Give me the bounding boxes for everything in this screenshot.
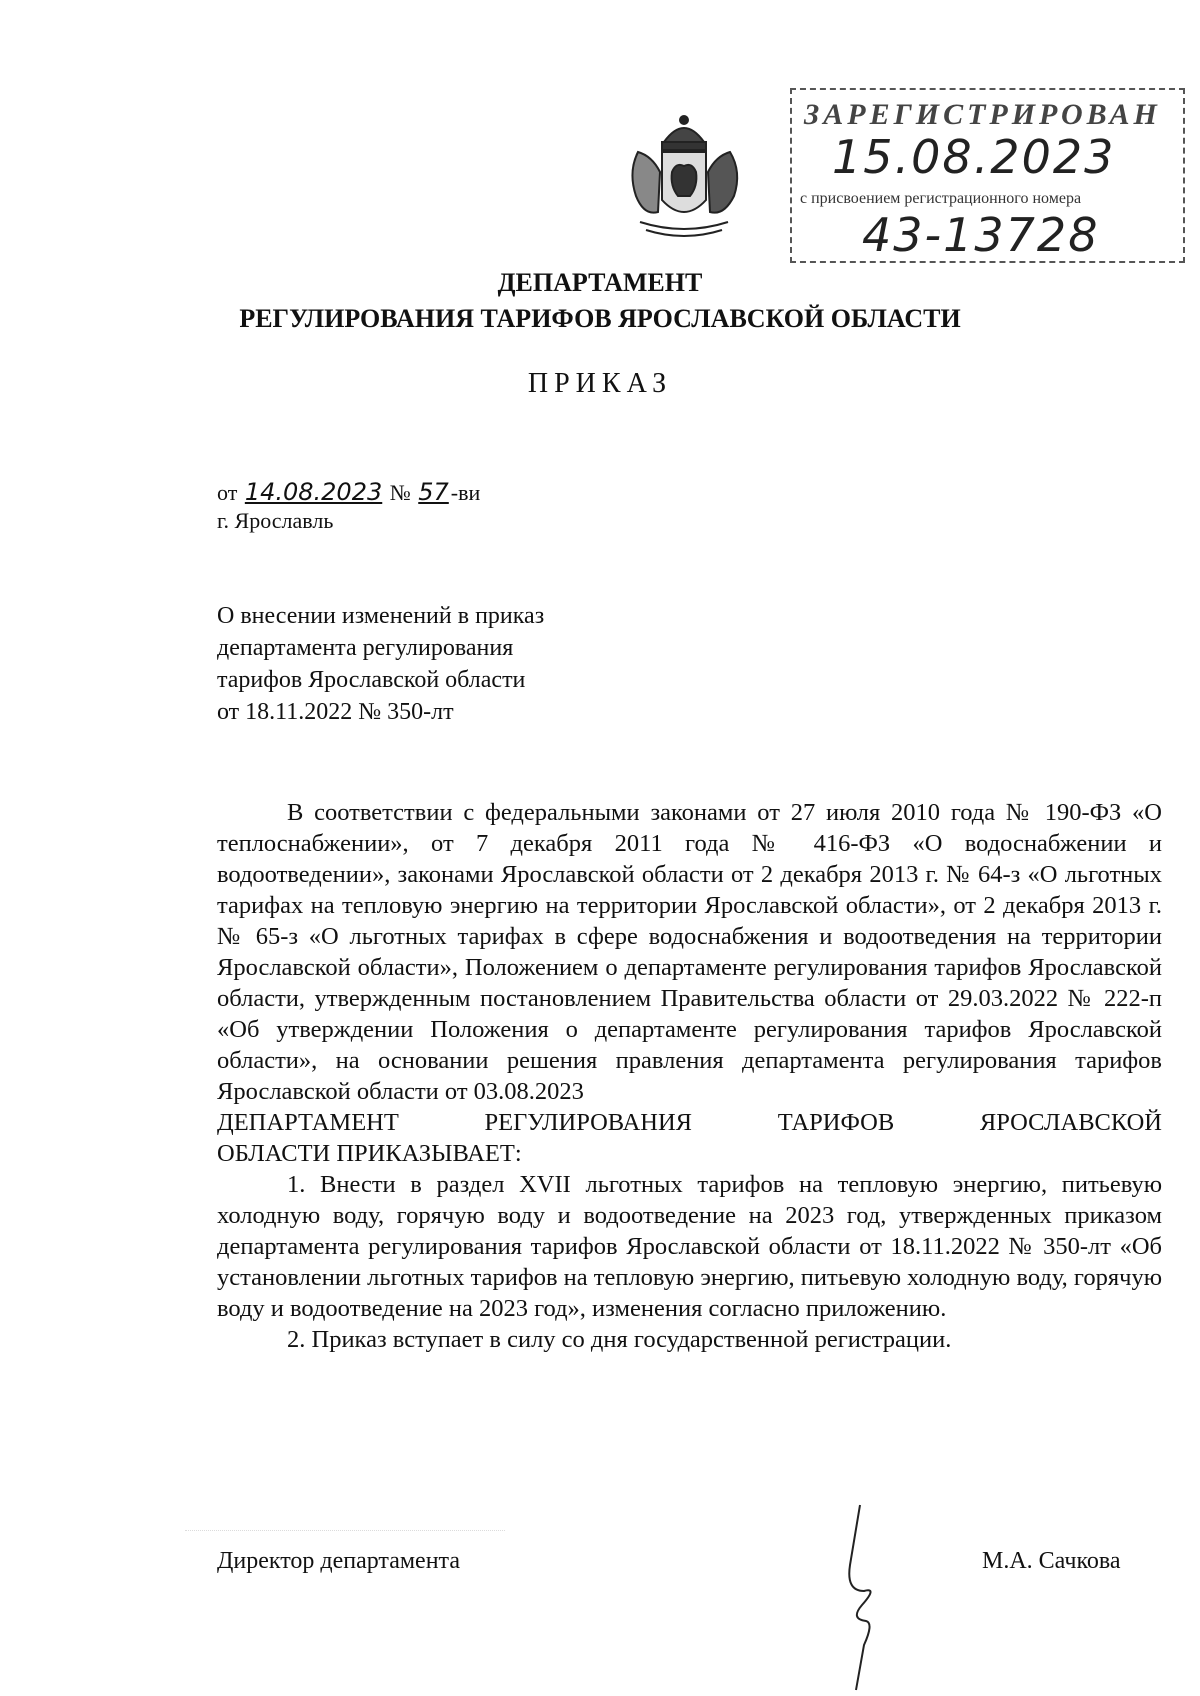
number-prefix: № xyxy=(389,480,411,505)
registration-stamp xyxy=(790,88,1185,263)
item-2-paragraph: 2. Приказ вступает в силу со дня государственной регистрации. xyxy=(287,1326,952,1353)
subject-line: тарифов Ярославской области xyxy=(217,667,526,693)
stamp-title: ЗАРЕГИСТРИРОВАН xyxy=(804,98,1161,131)
coat-of-arms-icon xyxy=(620,112,748,242)
document-type: ПРИКАЗ xyxy=(527,368,673,399)
signatory-name: М.А. Сачкова xyxy=(982,1548,1121,1574)
subject-line: департамента регулирования xyxy=(217,635,514,661)
stamp-date: 15.08.2023 xyxy=(832,130,1116,184)
item-1-paragraph: 1. Внести в раздел XVII льготных тарифов на тепловую энергию, питьевую холодную воду, горячую воду и водоотведение на 2023 год, утвержденных приказом департамента регулирования тарифов Ярославской области от 18.11.2022 № 350-лт «Об установлении льготных тарифов на тепловую энергию, питьевую холодную воду, горячую воду и водоотведение на 2023 год», изменения согласно приложению. xyxy=(217,1171,1162,1322)
directive-line-1: ДЕПАРТАМЕНТ РЕГУЛИРОВАНИЯ ТАРИФОВ ЯРОСЛАВСКОЙ xyxy=(217,1109,1162,1136)
document-body xyxy=(217,797,1162,1355)
number-suffix: -ви xyxy=(450,480,481,505)
header-line-1: ДЕПАРТАМЕНТ xyxy=(497,268,703,297)
preamble-paragraph: В соответствии с федеральными законами от 27 июля 2010 года № 190-ФЗ «О теплоснабжении», от 7 декабря 2011 года № 416-ФЗ «О водоснабжении и водоотведении», законами Ярославской области от 2 декабря 2013 г. № 64-з «О льготных тарифах на тепловую энергию на территории Ярославской области», от 2 декабря 2013 г. № 65-з «О льготных тарифах в сфере водоснабжения и водоотведения на территории Ярославской области», Положением о департаменте регулирования тарифов Ярославской области, утвержденным постановлением Правительства области от 29.03.2022 № 222-п «Об утверждении Положения о департаменте регулирования тарифов Ярославской области», на основании решения правления департамента регулирования тарифов Ярославской области от 03.08.2023 xyxy=(217,799,1162,1105)
stamp-number: 43-13728 xyxy=(862,208,1100,262)
subject-line: О внесении изменений в приказ xyxy=(217,603,545,629)
signatory-position: Директор департамента xyxy=(217,1548,460,1574)
stamp-subtitle: с присвоением регистрационного номера xyxy=(800,190,1082,207)
subject-line: от 18.11.2022 № 350-лт xyxy=(217,699,454,725)
header-line-2: РЕГУЛИРОВАНИЯ ТАРИФОВ ЯРОСЛАВСКОЙ ОБЛАСТИ xyxy=(239,304,961,333)
document-date-line xyxy=(217,478,480,506)
department-header xyxy=(0,265,1200,337)
city: г. Ярославль xyxy=(217,508,334,533)
document-date: 14.08.2023 xyxy=(244,478,383,506)
signature-icon xyxy=(820,1495,910,1695)
date-prefix: от xyxy=(217,480,238,505)
directive-line-2: ОБЛАСТИ ПРИКАЗЫВАЕТ: xyxy=(217,1140,522,1167)
document-number: 57 xyxy=(418,478,449,506)
document-subject xyxy=(217,600,544,728)
